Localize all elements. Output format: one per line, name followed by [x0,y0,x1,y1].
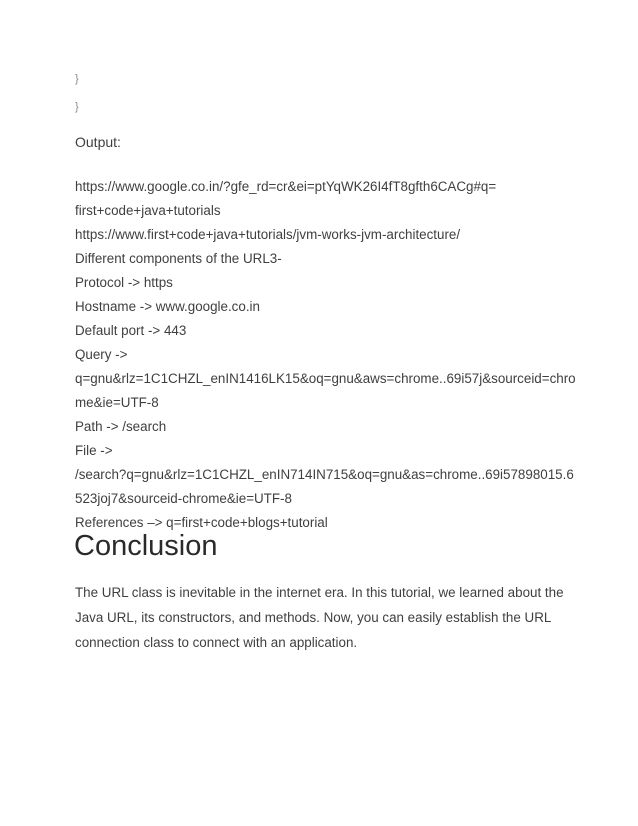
output-line: Different components of the URL3- [75,251,282,266]
output-line: Hostname -> www.google.co.in [75,299,260,314]
conclusion-paragraph [75,580,565,655]
output-line: Default port -> 443 [75,323,187,338]
paragraph-line: connection class to connect with an application. [75,635,358,650]
output-line: 523joj7&sourceid-chrome&ie=UTF-8 [75,491,292,506]
output-label: Output: [75,134,121,150]
output-line: q=gnu&rlz=1C1CHZL_enIN1416LK15&oq=gnu&aws=chrome..69i57j&sourceid=chro [75,371,576,386]
output-line: first+code+java+tutorials [75,203,221,218]
output-line: Path -> /search [75,419,167,434]
closing-brace: } [75,73,79,85]
output-line: Protocol -> https [75,275,173,290]
output-line: https://www.google.co.in/?gfe_rd=cr&ei=ptYqWK26I4fT8gfth6CACg#q= [75,179,497,194]
paragraph-line: Java URL, its constructors, and methods. Now, you can easily establish the URL [75,610,552,625]
paragraph-line: The URL class is inevitable in the internet era. In this tutorial, we learned about the [75,585,564,600]
output-line: File -> [75,443,113,458]
output-line: Query -> [75,347,128,362]
output-block [75,175,575,535]
output-line: me&ie=UTF-8 [75,395,159,410]
closing-brace: } [75,101,79,113]
conclusion-heading: Conclusion [74,530,218,562]
output-line: References –> q=first+code+blogs+tutorial [75,515,328,530]
output-line: /search?q=gnu&rlz=1C1CHZL_enIN714IN715&oq=gnu&as=chrome..69i57898015.6 [75,467,574,482]
output-line: https://www.first+code+java+tutorials/jvm-works-jvm-architecture/ [75,227,461,242]
